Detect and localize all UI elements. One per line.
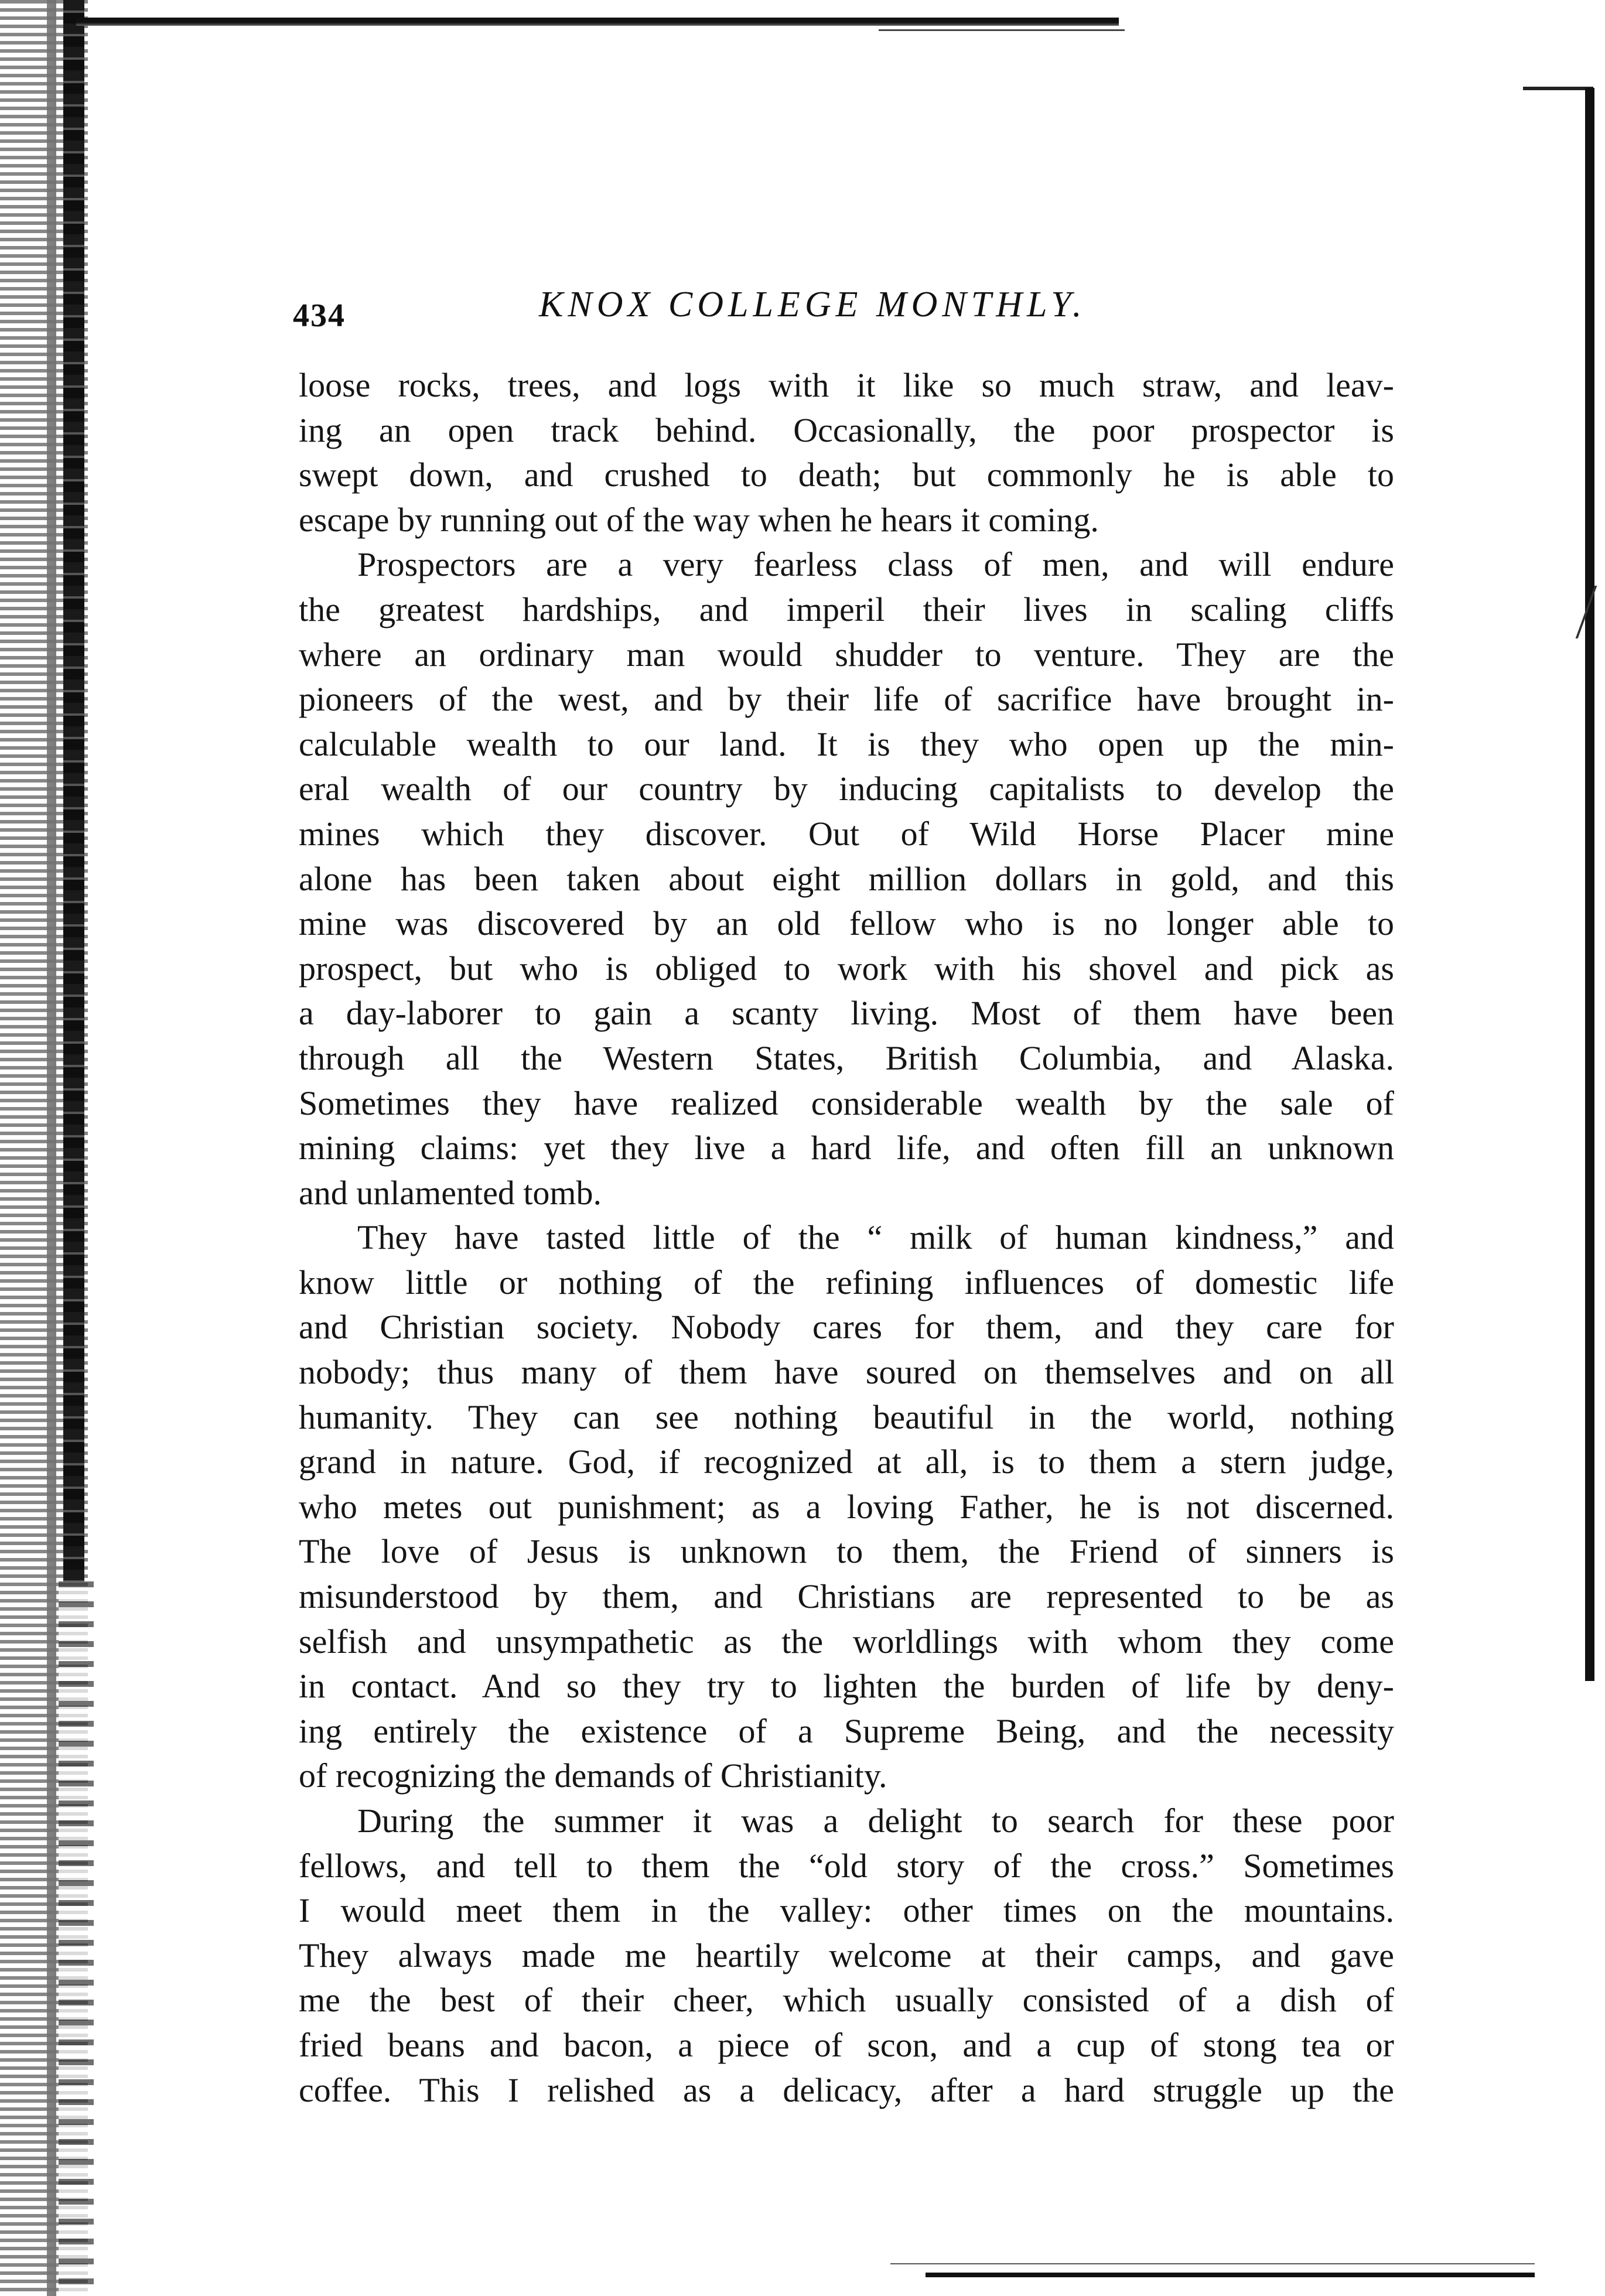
text-line: mines which they discover. Out of Wild Horse Placer mine: [299, 814, 1394, 853]
text-line: where an ordinary man would shudder to venture. They are the: [299, 635, 1394, 674]
text-line: loose rocks, trees, and logs with it like so much straw, and leav-: [299, 366, 1394, 404]
text-line: coffee. This I relished as a delicacy, after a hard struggle up the: [299, 2070, 1394, 2109]
right-scan-edge: [1585, 88, 1594, 1681]
text-line: They have tasted little of the “ milk of human kindness,” and: [357, 1218, 1394, 1257]
body-text: [299, 363, 1394, 2113]
right-scan-corner: [1523, 87, 1593, 90]
text-line: in contact. And so they try to lighten the burden of life by deny-: [299, 1667, 1394, 1706]
bottom-scan-edge-thin: [890, 2263, 1535, 2264]
text-line: Sometimes they have realized considerable wealth by the sale of: [299, 1084, 1394, 1122]
text-line: the greatest hardships, and imperil their lives in scaling cliffs: [299, 590, 1394, 628]
text-line: humanity. They can see nothing beautiful in the world, nothing: [299, 1398, 1394, 1436]
text-line: swept down, and crushed to death; but commonly he is able to: [299, 456, 1394, 494]
running-head: [293, 284, 1394, 343]
text-line: escape by running out of the way when he hears it coming.: [299, 500, 1099, 539]
text-line: prospect, but who is obliged to work with his shovel and pick as: [299, 949, 1394, 988]
text-line: of recognizing the demands of Christianity.: [299, 1757, 887, 1795]
text-line: mining claims: yet they live a hard life, and often fill an unknown: [299, 1129, 1394, 1167]
text-line: fellows, and tell to them the “old story of the cross.” Sometimes: [299, 1846, 1394, 1885]
text-line: alone has been taken about eight million dollars in gold, and this: [299, 859, 1394, 898]
text-line: Prospectors are a very fearless class of men, and will endure: [357, 545, 1394, 584]
journal-title: KNOX COLLEGE MONTHLY.: [539, 285, 1087, 324]
text-line: mine was discovered by an old fellow who is no longer able to: [299, 904, 1394, 943]
top-scan-edge-thin: [879, 29, 1125, 31]
text-line: and unlamented tomb.: [299, 1173, 602, 1212]
text-line: me the best of their cheer, which usually consisted of a dish of: [299, 1981, 1394, 2020]
text-line: calculable wealth to our land. It is they who open up the min-: [299, 725, 1394, 763]
text-line: They always made me heartily welcome at their camps, and gave: [299, 1936, 1394, 1974]
binding-edge-artifact: [63, 0, 84, 1581]
text-line: I would meet them in the valley: other times on the mountains.: [299, 1891, 1394, 1930]
text-line: grand in nature. God, if recognized at all, is to them a stern judge,: [299, 1443, 1394, 1481]
text-line: eral wealth of our country by inducing capitalists to develop the: [299, 770, 1394, 808]
text-line: a day-laborer to gain a scanty living. Most of them have been: [299, 994, 1394, 1033]
text-line: nobody; thus many of them have soured on themselves and on all: [299, 1353, 1394, 1392]
top-scan-edge: [76, 18, 1119, 26]
binding-edge-speckle: [59, 1581, 94, 2296]
text-line: selfish and unsympathetic as the worldlings with whom they come: [299, 1622, 1394, 1660]
text-line: know little or nothing of the refining influences of domestic life: [299, 1263, 1394, 1301]
text-line: pioneers of the west, and by their life of sacrifice have brought in-: [299, 680, 1394, 719]
text-line: The love of Jesus is unknown to them, the Friend of sinners is: [299, 1532, 1394, 1571]
text-line: who metes out punishment; as a loving Father, he is not discerned.: [299, 1487, 1394, 1526]
text-line: ing an open track behind. Occasionally, the poor prospector is: [299, 411, 1394, 449]
text-line: ing entirely the existence of a Supreme Being, and the necessity: [299, 1711, 1394, 1750]
text-line: During the summer it was a delight to search for these poor: [357, 1802, 1394, 1840]
text-line: through all the Western States, British Columbia, and Alaska.: [299, 1038, 1394, 1077]
text-line: misunderstood by them, and Christians are represented to be as: [299, 1577, 1394, 1616]
bottom-scan-edge: [926, 2273, 1535, 2277]
page-number: 434: [293, 298, 346, 334]
text-line: fried beans and bacon, a piece of scon, and a cup of stong tea or: [299, 2025, 1394, 2064]
text-line: and Christian society. Nobody cares for them, and they care for: [299, 1308, 1394, 1347]
